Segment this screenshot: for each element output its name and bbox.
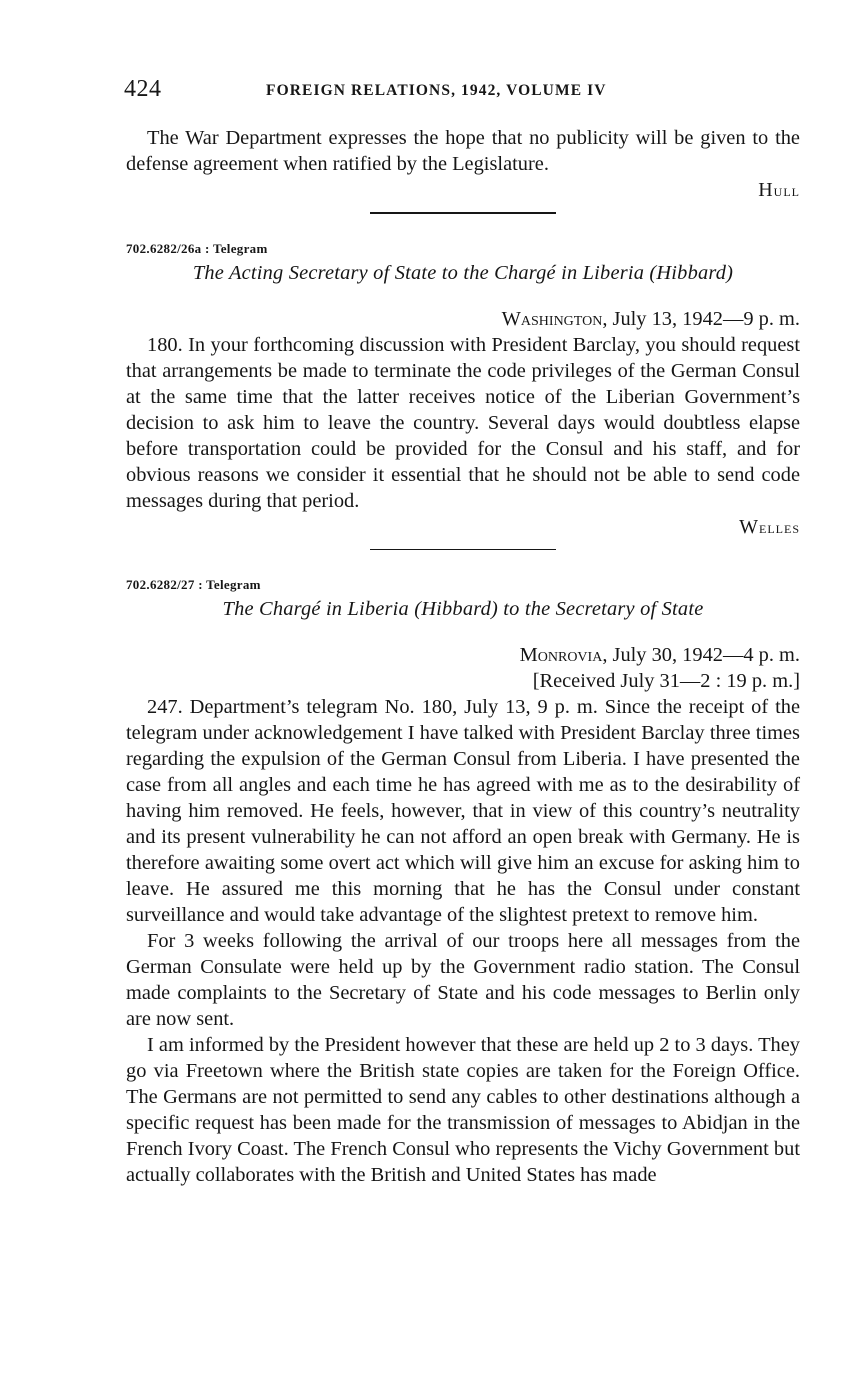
dateline-date: , July 30, 1942—4 p. m. xyxy=(602,644,800,667)
document-title: The Acting Secretary of State to the Chargé in Liberia (Hibbard) xyxy=(192,261,734,284)
signature-hull: Hull xyxy=(758,179,800,201)
section-divider xyxy=(370,212,556,214)
dateline xyxy=(126,306,800,332)
file-number: 702.6282/27 : Telegram xyxy=(126,577,261,593)
section-divider xyxy=(370,549,556,551)
telegram-paragraph: 180. In your forthcoming discussion with President Barclay, you should request that arrangements be made to terminate the code privileges of the German Consul at the same time that the latter receives notice of the Liberian Government’s decision to ask him to leave the country. Several days would doubtless elapse before transportation could be provided for the Consul and his staff, and for obvious reasons we consider it essential that he should not be able to send code messages during that period. xyxy=(126,333,800,512)
received-line: [Received July 31—2 : 19 p. m.] xyxy=(532,670,800,693)
document-page xyxy=(126,76,800,1188)
continuation-paragraph: The War Department expresses the hope that no publicity will be given to the defense agreement when ratified by the Legislature. xyxy=(126,127,800,175)
telegram-doc-1 xyxy=(126,241,800,539)
dateline-place: Washington xyxy=(501,307,603,330)
document-title: The Chargé in Liberia (Hibbard) to the Secretary of State xyxy=(222,598,704,621)
journal-title: FOREIGN RELATIONS, 1942, VOLUME IV xyxy=(266,82,607,99)
telegram-paragraph: For 3 weeks following the arrival of our troops here all messages from the German Consulate were held up by the Government radio station. The Consul made complaints to the Secretary of State and his code messages to Berlin only are now sent. xyxy=(126,930,800,1031)
dateline xyxy=(126,642,800,668)
telegram-paragraph: 247. Department’s telegram No. 180, July 13, 9 p. m. Since the receipt of the telegram under acknowledgement I have talked with President Barclay three times regarding the expulsion of the German Consul from Liberia. I have presented the case from all angles and each time he has agreed with me as to the desirability of having him removed. He feels, however, that in view of this country’s neutrality and its present vulnerability he can not afford an open break with Germany. He is therefore awaiting some overt act which will give him an excuse for asking him to leave. He assured me this morning that he has the Consul under constant surveillance and would take advantage of the slightest pretext to remove him. xyxy=(126,696,800,927)
running-head xyxy=(126,76,800,110)
signature-welles: Welles xyxy=(739,515,800,538)
page-number: 424 xyxy=(124,76,162,102)
section-continuation xyxy=(126,125,800,202)
telegram-paragraph: I am informed by the President however that these are held up 2 to 3 days. They go via Freetown where the British state copies are taken for the Foreign Office. The Germans are not permitted to send any cables to other destinations although a specific request has been made for the transmission of messages to Abidjan in the French Ivory Coast. The French Consul who represents the Vichy Government but actually collaborates with the British and United States has made xyxy=(126,1034,800,1187)
file-number: 702.6282/26a : Telegram xyxy=(126,240,268,256)
dateline-date: , July 13, 1942—9 p. m. xyxy=(602,307,800,330)
dateline-place: Monrovia xyxy=(519,644,603,667)
telegram-doc-2 xyxy=(126,577,800,1188)
